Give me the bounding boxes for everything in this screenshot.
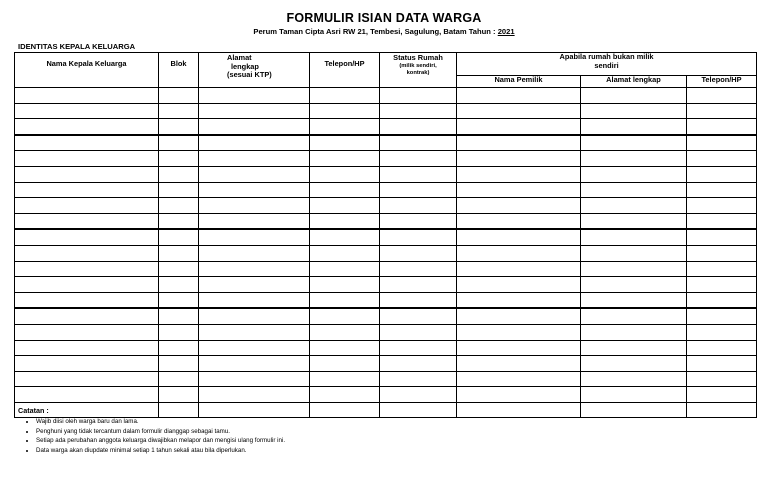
cell-nama[interactable] [15, 166, 159, 182]
cell-nama[interactable] [15, 387, 159, 403]
cell-nama[interactable] [15, 308, 159, 324]
cell-status[interactable] [380, 292, 457, 308]
cell-alamat-pemilik[interactable] [581, 135, 687, 151]
cell-blok[interactable] [159, 324, 199, 340]
header-telepon-pemilik: Telepon/HP [687, 76, 757, 88]
cell-alamat-pemilik[interactable] [581, 151, 687, 167]
header-nama-pemilik: Nama Pemilik [457, 76, 581, 88]
cell-nama[interactable] [15, 340, 159, 356]
cell-blok[interactable] [159, 340, 199, 356]
cell-alamat-pemilik[interactable] [581, 119, 687, 135]
cell-status[interactable] [380, 277, 457, 293]
cell-nama-pemilik[interactable] [457, 151, 581, 167]
note-item: • Setiap ada perubahan anggota keluarga diwajibkan melapor dan mengisi ulang formulir ini. [36, 436, 285, 446]
cell-nama-pemilik[interactable] [457, 261, 581, 277]
cell-nama-pemilik[interactable] [457, 135, 581, 151]
cell-nama-pemilik[interactable] [457, 198, 581, 214]
cell-nama-pemilik[interactable] [457, 245, 581, 261]
table-row [15, 198, 757, 214]
note-item: • Data warga akan diupdate minimal setiap 1 tahun sekali atau bila diperlukan. [36, 446, 285, 456]
cell-telepon[interactable] [310, 103, 380, 119]
cell-alamat[interactable] [199, 371, 310, 387]
cell-alamat-pemilik[interactable] [581, 371, 687, 387]
subtitle-text: Perum Taman Cipta Asri RW 21, Tembesi, Sagulung, Batam Tahun : [253, 27, 496, 36]
table-row [15, 340, 757, 356]
cell-status[interactable] [380, 261, 457, 277]
header-alamat: Alamat lengkap (sesuai KTP) [199, 53, 310, 88]
cell-alamat-pemilik[interactable] [581, 213, 687, 229]
cell-nama[interactable] [15, 213, 159, 229]
cell-nama[interactable] [15, 245, 159, 261]
table-row [15, 356, 757, 372]
table-row [15, 245, 757, 261]
cell-blok[interactable] [159, 371, 199, 387]
cell-nama[interactable] [15, 88, 159, 104]
cell-status[interactable] [380, 88, 457, 104]
cell-telepon[interactable] [310, 308, 380, 324]
cell-blok[interactable] [159, 166, 199, 182]
cell-telepon[interactable] [310, 340, 380, 356]
cell-telepon-pemilik[interactable] [687, 229, 757, 245]
cell-nama[interactable] [15, 371, 159, 387]
cell-telepon[interactable] [310, 402, 380, 418]
cell-nama[interactable] [15, 277, 159, 293]
notes-list [18, 417, 285, 455]
cell-nama-pemilik[interactable] [457, 308, 581, 324]
cell-status[interactable] [380, 135, 457, 151]
table-row [15, 151, 757, 167]
cell-blok[interactable] [159, 198, 199, 214]
cell-alamat-pemilik[interactable] [581, 245, 687, 261]
table-row [15, 103, 757, 119]
cell-alamat[interactable] [199, 182, 310, 198]
cell-status[interactable] [380, 198, 457, 214]
cell-blok[interactable] [159, 308, 199, 324]
cell-nama[interactable] [15, 103, 159, 119]
cell-telepon[interactable] [310, 277, 380, 293]
cell-alamat-pemilik[interactable] [581, 402, 687, 418]
cell-alamat[interactable] [199, 356, 310, 372]
cell-status[interactable] [380, 308, 457, 324]
cell-telepon-pemilik[interactable] [687, 103, 757, 119]
cell-nama[interactable] [15, 198, 159, 214]
cell-status[interactable] [380, 103, 457, 119]
cell-nama-pemilik[interactable] [457, 371, 581, 387]
cell-blok[interactable] [159, 88, 199, 104]
cell-status[interactable] [380, 324, 457, 340]
cell-alamat-pemilik[interactable] [581, 261, 687, 277]
cell-telepon-pemilik[interactable] [687, 292, 757, 308]
cell-alamat[interactable] [199, 103, 310, 119]
cell-nama[interactable] [15, 151, 159, 167]
cell-nama-pemilik[interactable] [457, 88, 581, 104]
cell-telepon[interactable] [310, 324, 380, 340]
cell-alamat-pemilik[interactable] [581, 387, 687, 403]
cell-nama-pemilik[interactable] [457, 340, 581, 356]
cell-nama[interactable] [15, 182, 159, 198]
table-row [15, 135, 757, 151]
cell-nama[interactable] [15, 324, 159, 340]
cell-blok[interactable] [159, 135, 199, 151]
header-alamat-pemilik: Alamat lengkap [581, 76, 687, 88]
cell-nama-pemilik[interactable] [457, 103, 581, 119]
cell-status[interactable] [380, 229, 457, 245]
table-row [15, 182, 757, 198]
cell-alamat[interactable] [199, 229, 310, 245]
cell-nama[interactable] [15, 261, 159, 277]
cell-alamat-pemilik[interactable] [581, 88, 687, 104]
cell-alamat[interactable] [199, 340, 310, 356]
cell-alamat[interactable] [199, 213, 310, 229]
cell-telepon[interactable] [310, 371, 380, 387]
cell-nama-pemilik[interactable] [457, 387, 581, 403]
cell-alamat[interactable] [199, 88, 310, 104]
cell-status[interactable] [380, 387, 457, 403]
cell-telepon[interactable] [310, 292, 380, 308]
cell-blok[interactable] [159, 277, 199, 293]
cell-telepon[interactable] [310, 119, 380, 135]
header-status: Status Rumah (milik sendiri, kontrak) [380, 53, 457, 88]
header-blok: Blok [159, 53, 199, 88]
cell-status[interactable] [380, 182, 457, 198]
cell-telepon-pemilik[interactable] [687, 371, 757, 387]
cell-telepon-pemilik[interactable] [687, 213, 757, 229]
header-owner-group: Apabila rumah bukan milik sendiri [457, 53, 757, 76]
table-row [15, 324, 757, 340]
table-row [15, 166, 757, 182]
notes-section [18, 406, 285, 455]
cell-status[interactable] [380, 356, 457, 372]
header-telepon: Telepon/HP [310, 53, 380, 88]
form-subtitle [0, 27, 768, 36]
cell-telepon[interactable] [310, 88, 380, 104]
cell-alamat-pemilik[interactable] [581, 182, 687, 198]
table-row [15, 119, 757, 135]
cell-alamat-pemilik[interactable] [581, 324, 687, 340]
cell-nama[interactable] [15, 119, 159, 135]
cell-telepon-pemilik[interactable] [687, 135, 757, 151]
cell-alamat-pemilik[interactable] [581, 229, 687, 245]
cell-status[interactable] [380, 166, 457, 182]
cell-nama-pemilik[interactable] [457, 166, 581, 182]
cell-telepon-pemilik[interactable] [687, 182, 757, 198]
cell-nama[interactable] [15, 292, 159, 308]
cell-alamat[interactable] [199, 135, 310, 151]
cell-blok[interactable] [159, 356, 199, 372]
cell-alamat[interactable] [199, 245, 310, 261]
cell-alamat-pemilik[interactable] [581, 277, 687, 293]
cell-nama[interactable] [15, 356, 159, 372]
cell-blok[interactable] [159, 229, 199, 245]
cell-alamat[interactable] [199, 387, 310, 403]
cell-alamat[interactable] [199, 198, 310, 214]
cell-nama-pemilik[interactable] [457, 182, 581, 198]
cell-telepon[interactable] [310, 229, 380, 245]
cell-blok[interactable] [159, 103, 199, 119]
cell-telepon-pemilik[interactable] [687, 119, 757, 135]
cell-nama-pemilik[interactable] [457, 292, 581, 308]
cell-telepon[interactable] [310, 213, 380, 229]
cell-telepon[interactable] [310, 356, 380, 372]
cell-telepon-pemilik[interactable] [687, 261, 757, 277]
cell-telepon[interactable] [310, 261, 380, 277]
cell-nama[interactable] [15, 229, 159, 245]
cell-alamat[interactable] [199, 277, 310, 293]
cell-blok[interactable] [159, 119, 199, 135]
cell-telepon[interactable] [310, 198, 380, 214]
table-row [15, 88, 757, 104]
cell-alamat-pemilik[interactable] [581, 103, 687, 119]
cell-status[interactable] [380, 340, 457, 356]
cell-telepon[interactable] [310, 245, 380, 261]
cell-telepon-pemilik[interactable] [687, 151, 757, 167]
cell-telepon[interactable] [310, 135, 380, 151]
cell-telepon-pemilik[interactable] [687, 277, 757, 293]
table-row [15, 371, 757, 387]
header-nama: Nama Kepala Keluarga [15, 53, 159, 88]
cell-telepon[interactable] [310, 166, 380, 182]
cell-nama-pemilik[interactable] [457, 229, 581, 245]
cell-alamat-pemilik[interactable] [581, 166, 687, 182]
cell-blok[interactable] [159, 151, 199, 167]
cell-blok[interactable] [159, 292, 199, 308]
citizen-data-table [14, 52, 757, 418]
cell-status[interactable] [380, 245, 457, 261]
cell-telepon-pemilik[interactable] [687, 356, 757, 372]
table-row [15, 229, 757, 245]
table-body [15, 88, 757, 418]
cell-nama-pemilik[interactable] [457, 356, 581, 372]
cell-alamat[interactable] [199, 166, 310, 182]
cell-alamat-pemilik[interactable] [581, 198, 687, 214]
cell-telepon[interactable] [310, 182, 380, 198]
cell-blok[interactable] [159, 245, 199, 261]
cell-alamat-pemilik[interactable] [581, 356, 687, 372]
cell-nama-pemilik[interactable] [457, 119, 581, 135]
cell-status[interactable] [380, 371, 457, 387]
cell-blok[interactable] [159, 213, 199, 229]
cell-alamat[interactable] [199, 261, 310, 277]
cell-alamat[interactable] [199, 119, 310, 135]
cell-blok[interactable] [159, 182, 199, 198]
cell-nama-pemilik[interactable] [457, 402, 581, 418]
table-row [15, 387, 757, 403]
table-row [15, 292, 757, 308]
table-row [15, 308, 757, 324]
table-row [15, 213, 757, 229]
cell-nama-pemilik[interactable] [457, 324, 581, 340]
section-label: IDENTITAS KEPALA KELUARGA [18, 42, 136, 51]
form-title: FORMULIR ISIAN DATA WARGA [286, 11, 482, 25]
cell-alamat[interactable] [199, 292, 310, 308]
cell-alamat[interactable] [199, 308, 310, 324]
cell-telepon-pemilik[interactable] [687, 88, 757, 104]
note-item: • Wajib diisi oleh warga baru dan lama. [36, 417, 285, 427]
cell-telepon-pemilik[interactable] [687, 387, 757, 403]
cell-telepon[interactable] [310, 387, 380, 403]
cell-telepon-pemilik[interactable] [687, 166, 757, 182]
cell-telepon-pemilik[interactable] [687, 245, 757, 261]
subtitle-year: 2021 [497, 27, 515, 36]
notes-title: Catatan : [18, 406, 49, 415]
cell-blok[interactable] [159, 387, 199, 403]
cell-alamat[interactable] [199, 151, 310, 167]
cell-alamat[interactable] [199, 324, 310, 340]
cell-telepon[interactable] [310, 151, 380, 167]
cell-telepon-pemilik[interactable] [687, 340, 757, 356]
table-row [15, 277, 757, 293]
cell-status[interactable] [380, 119, 457, 135]
cell-telepon-pemilik[interactable] [687, 308, 757, 324]
cell-status[interactable] [380, 151, 457, 167]
cell-nama-pemilik[interactable] [457, 277, 581, 293]
cell-status[interactable] [380, 402, 457, 418]
cell-status[interactable] [380, 213, 457, 229]
note-item: • Penghuni yang tidak tercantum dalam formulir dianggap sebagai tamu. [36, 427, 285, 437]
cell-telepon-pemilik[interactable] [687, 324, 757, 340]
cell-nama-pemilik[interactable] [457, 213, 581, 229]
cell-telepon-pemilik[interactable] [687, 198, 757, 214]
table-row [15, 261, 757, 277]
cell-blok[interactable] [159, 261, 199, 277]
cell-telepon-pemilik[interactable] [687, 402, 757, 418]
cell-alamat-pemilik[interactable] [581, 308, 687, 324]
cell-alamat-pemilik[interactable] [581, 340, 687, 356]
cell-nama[interactable] [15, 135, 159, 151]
cell-alamat-pemilik[interactable] [581, 292, 687, 308]
